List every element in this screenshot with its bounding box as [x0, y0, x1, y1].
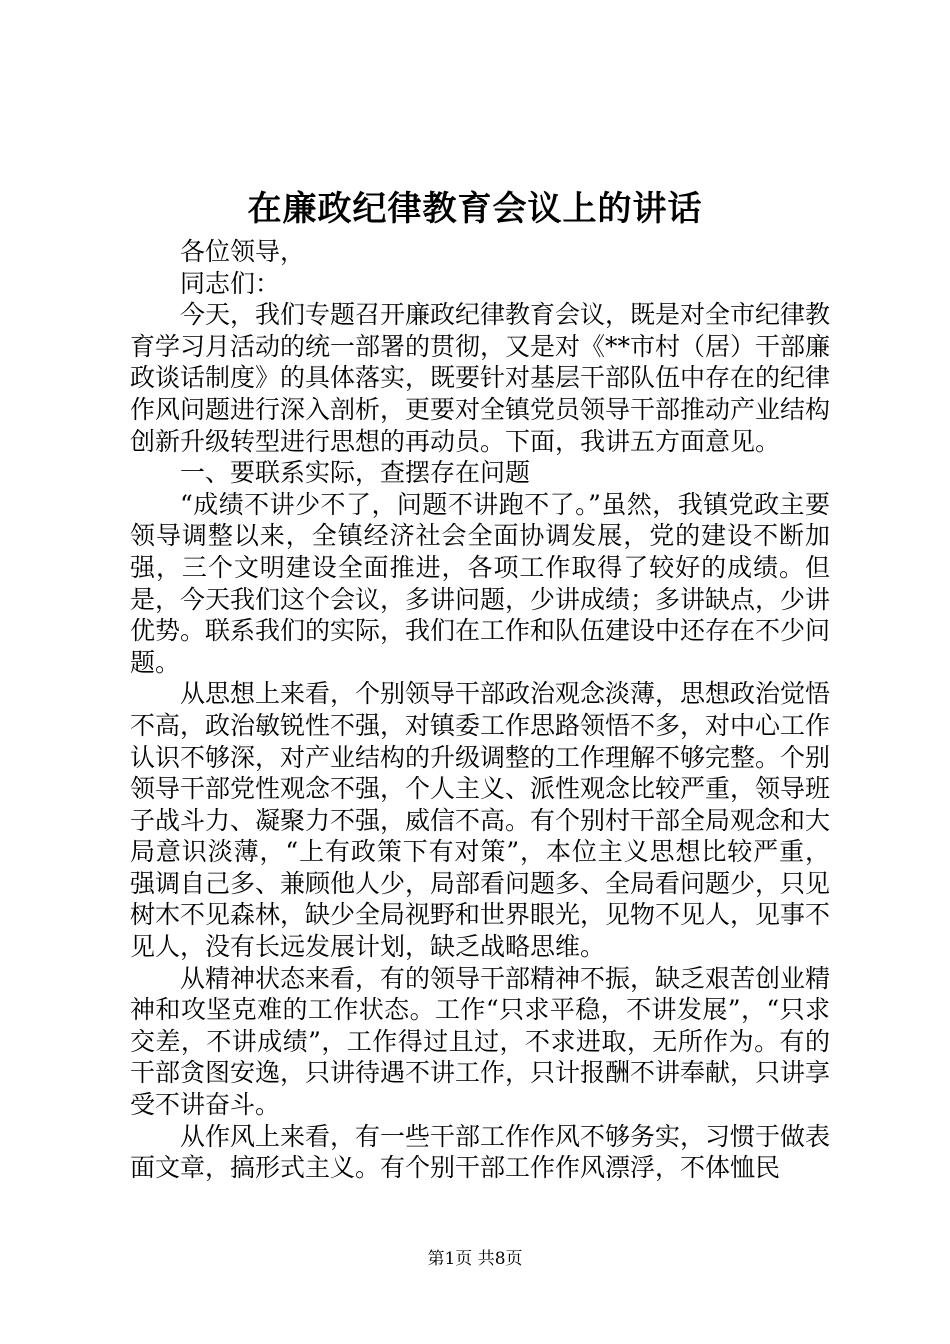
salutation-leaders: 各位领导， [180, 237, 306, 266]
paragraph-style: 从作风上来看，有一些干部工作作风不够务实，习惯于做表面文章，搞形式主义。有个别干部工作作风漂浮，不体恤民 [130, 1121, 831, 1183]
paragraph-spirit: 从精神状态来看，有的领导干部精神不振，缺乏艰苦创业精神和攻坚克难的工作状态。工作“只求平稳，不讲发展”，“只求交差，不讲成绩”，工作得过且过，不求进取，无所作为。有的干部贪图安逸，只讲待遇不讲工作，只计报酬不讲奉献，只讲享受不讲奋斗。 [130, 963, 831, 1120]
document-body [130, 236, 830, 1184]
salutation-comrades: 同志们： [180, 268, 281, 298]
paragraph-intro: 今天，我们专题召开廉政纪律教育会议，既是对全市纪律教育学习月活动的统一部署的贯彻，又是对《**市村（居）干部廉政谈话制度》的具体落实，既要针对基层干部队伍中存在的纪律作风问题进行深入剖析，更要对全镇党员领导干部推动产业结构创新升级转型进行思想的再动员。下面，我讲五方面意见。 [130, 300, 831, 456]
section-heading-1: 一、要联系实际，查摆存在问题 [180, 458, 531, 488]
page-footer: 第1页 共8页 [427, 1249, 523, 1269]
document-title: 在廉政纪律教育会议上的讲话 [247, 189, 703, 229]
paragraph-thinking: 从思想上来看，个别领导干部政治观念淡薄，思想政治觉悟不高，政治敏锐性不强，对镇委工作思路领悟不多，对中心工作认识不够深，对产业结构的升级调整的工作理解不够完整。个别领导干部党性观念不强，个人主义、派性观念比较严重，领导班子战斗力、凝聚力不强，威信不高。有个别村干部全局观念和大局意识淡薄，“上有政策下有对策”，本位主义思想比较严重，强调自己多、兼顾他人少，局部看问题多、全局看问题少，只见树木不见森林，缺少全局视野和世界眼光，见物不见人，见事不见人，没有长远发展计划，缺乏战略思维。 [130, 679, 831, 962]
paragraph-achievements: “成绩不讲少不了，问题不讲跑不了。”虽然，我镇党政主要领导调整以来，全镇经济社会全面协调发展，党的建设不断加强，三个文明建设全面推进，各项工作取得了较好的成绩。但是，今天我们这个会议，多讲问题，少讲成绩；多讲缺点，少讲优势。联系我们的实际，我们在工作和队伍建设中还存在不少问题。 [130, 489, 831, 677]
